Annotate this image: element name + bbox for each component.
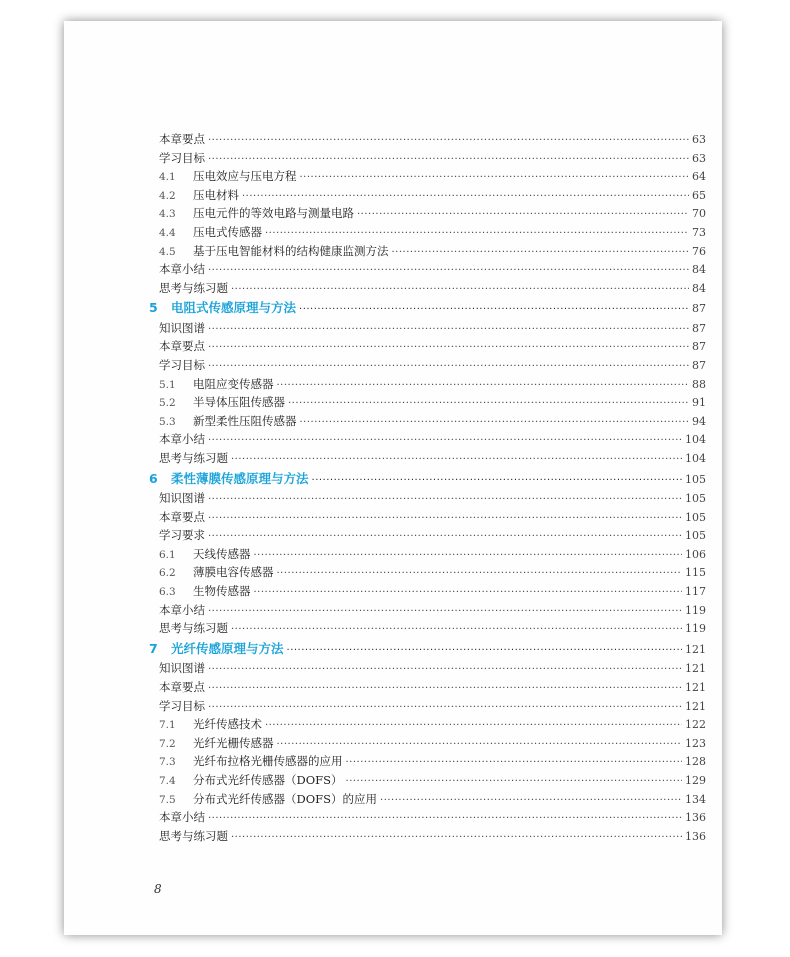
toc-page-number: 64 <box>692 170 706 184</box>
toc-page-number: 73 <box>692 225 706 239</box>
toc-page-number: 87 <box>692 321 706 335</box>
toc-leader-dots <box>357 206 689 225</box>
toc-chapter-row <box>149 638 706 660</box>
toc-entry-title: 分布式光纤传感器（DOFS）的应用 <box>193 791 378 806</box>
toc-entry-row <box>159 186 706 205</box>
toc-entry-row <box>159 412 706 431</box>
toc-page-number: 121 <box>685 699 706 713</box>
toc-entry-title: 本章小结 <box>159 432 205 447</box>
toc-leader-dots <box>312 470 682 492</box>
toc-entry-title: 半导体压阻传感器 <box>193 395 285 410</box>
toc-entry-title: 本章小结 <box>159 810 205 825</box>
toc-entry-title: 知识图谱 <box>159 320 205 335</box>
toc-entry-row <box>159 563 706 582</box>
toc-entry-row <box>159 337 706 356</box>
toc-entry-title: 本章要点 <box>159 339 205 354</box>
toc-entry-title: 思考与练习题 <box>159 451 228 465</box>
toc-entry-title: 思考与练习题 <box>159 828 228 843</box>
toc-leader-dots <box>208 132 689 151</box>
toc-page-number: 63 <box>692 133 706 146</box>
toc-entry-title: 知识图谱 <box>159 491 205 506</box>
toc-page-number: 134 <box>685 792 706 806</box>
toc-entry-row <box>159 130 706 149</box>
toc-leader-dots <box>208 339 689 358</box>
toc-entry-title: 分布式光纤传感器（DOFS） <box>193 772 343 787</box>
toc-page-number: 121 <box>685 680 706 694</box>
toc-entry-title: 生物传感器 <box>193 584 251 599</box>
toc-entry-title: 学习要求 <box>159 528 205 543</box>
toc-entry-row <box>159 827 706 846</box>
toc-entry-row <box>159 659 706 678</box>
toc-leader-dots <box>300 414 690 433</box>
toc-entry-number: 5 <box>149 300 158 316</box>
toc-entry-number: 5.3 <box>159 415 176 428</box>
toc-page-number: 70 <box>692 207 706 221</box>
toc-entry-title: 光纤光栅传感器 <box>193 735 274 750</box>
toc-leader-dots <box>380 792 682 811</box>
page-folio: 8 <box>154 882 162 896</box>
toc-entry-row <box>159 356 706 375</box>
toc-entry-title: 本章要点 <box>159 509 205 524</box>
toc-entry-row <box>159 242 706 261</box>
toc-page-number: 123 <box>685 736 706 750</box>
toc-leader-dots <box>208 432 682 451</box>
toc-entry-row <box>159 430 706 449</box>
book-page <box>64 21 722 935</box>
toc-entry-row <box>159 319 706 338</box>
toc-entry-number: 7.1 <box>159 719 176 732</box>
table-of-contents <box>149 130 706 845</box>
toc-entry-title: 本章要点 <box>159 132 205 146</box>
toc-entry-title: 压电元件的等效电路与测量电路 <box>193 206 354 221</box>
toc-entry-title: 压电材料 <box>193 187 239 202</box>
toc-entry-row <box>159 545 706 564</box>
toc-page-number: 128 <box>685 755 706 769</box>
toc-page-number: 119 <box>685 622 706 636</box>
toc-entry-row <box>159 582 706 601</box>
toc-entry-number: 4.2 <box>159 189 176 202</box>
toc-entry-number: 6.3 <box>159 586 176 599</box>
toc-entry-row <box>159 375 706 394</box>
toc-leader-dots <box>231 621 682 640</box>
toc-leader-dots <box>287 640 682 662</box>
toc-page-number: 65 <box>692 188 706 202</box>
toc-leader-dots <box>208 661 682 680</box>
toc-entry-title: 光纤传感技术 <box>193 717 262 732</box>
toc-leader-dots <box>288 395 689 414</box>
toc-entry-title: 本章小结 <box>159 262 205 277</box>
toc-entry-row <box>159 167 706 186</box>
toc-leader-dots <box>208 528 682 547</box>
toc-page-number: 94 <box>692 414 706 428</box>
toc-entry-title: 柔性薄膜传感原理与方法 <box>171 470 309 486</box>
toc-entry-title: 光纤传感原理与方法 <box>171 640 284 656</box>
toc-page-number: 91 <box>692 396 706 410</box>
toc-entry-number: 7.5 <box>159 793 176 806</box>
toc-entry-row <box>159 508 706 527</box>
toc-page-number: 136 <box>685 829 706 843</box>
toc-entry-row <box>159 715 706 734</box>
toc-entry-row <box>159 790 706 809</box>
toc-entry-number: 5.2 <box>159 397 176 410</box>
toc-entry-row <box>159 449 706 468</box>
toc-leader-dots <box>277 377 690 396</box>
toc-entry-row <box>159 393 706 412</box>
toc-entry-row <box>159 260 706 279</box>
toc-page-number: 121 <box>685 642 706 656</box>
toc-entry-number: 4.1 <box>159 171 176 184</box>
toc-page-number: 117 <box>685 585 706 599</box>
toc-page-number: 105 <box>685 529 706 543</box>
toc-page-number: 115 <box>685 566 706 580</box>
toc-entry-row <box>159 678 706 697</box>
toc-page-number: 105 <box>685 492 706 506</box>
toc-leader-dots <box>208 358 689 377</box>
toc-leader-dots <box>299 299 689 321</box>
toc-entry-row <box>159 752 706 771</box>
toc-entry-row <box>159 601 706 620</box>
toc-entry-number: 7 <box>149 640 158 656</box>
toc-entry-row <box>159 734 706 753</box>
toc-entry-number: 7.4 <box>159 774 176 787</box>
toc-chapter-row <box>149 468 706 490</box>
toc-page-number: 87 <box>692 302 706 316</box>
toc-leader-dots <box>265 717 682 736</box>
toc-leader-dots <box>208 699 682 718</box>
toc-entry-title: 压电效应与压电方程 <box>193 169 297 184</box>
toc-entry-number: 4.3 <box>159 208 176 221</box>
toc-page-number: 63 <box>692 151 706 165</box>
toc-page-number: 121 <box>685 662 706 676</box>
toc-entry-title: 思考与练习题 <box>159 621 228 636</box>
toc-entry-title: 天线传感器 <box>193 546 251 561</box>
toc-entry-title: 薄膜电容传感器 <box>193 565 274 580</box>
toc-leader-dots <box>231 281 689 300</box>
toc-entry-number: 7.2 <box>159 737 176 750</box>
toc-entry-number: 7.3 <box>159 756 176 769</box>
toc-page-number: 122 <box>685 718 706 732</box>
toc-entry-number: 5.1 <box>159 378 176 391</box>
toc-entry-title: 压电式传感器 <box>193 224 262 239</box>
toc-entry-title: 本章要点 <box>159 679 205 694</box>
toc-entry-row <box>159 279 706 298</box>
toc-entry-row <box>159 489 706 508</box>
toc-entry-number: 6.2 <box>159 567 176 580</box>
toc-leader-dots <box>208 510 682 529</box>
toc-leader-dots <box>231 829 682 848</box>
toc-entry-row <box>159 149 706 168</box>
toc-page-number: 84 <box>692 281 706 295</box>
toc-leader-dots <box>392 244 690 263</box>
toc-chapter-row <box>149 297 706 319</box>
toc-page-number: 119 <box>685 603 706 617</box>
toc-entry-title: 知识图谱 <box>159 661 205 676</box>
toc-entry-title: 光纤布拉格光栅传感器的应用 <box>193 754 343 769</box>
toc-entry-row <box>159 808 706 827</box>
toc-entry-number: 6 <box>149 470 158 486</box>
toc-page-number: 87 <box>692 340 706 354</box>
toc-leader-dots <box>208 491 682 510</box>
toc-entry-title: 学习目标 <box>159 358 205 373</box>
toc-entry-title: 新型柔性压阻传感器 <box>193 413 297 428</box>
toc-page-number: 104 <box>685 452 706 465</box>
toc-entry-row <box>159 204 706 223</box>
toc-page-number: 87 <box>692 359 706 373</box>
toc-page-number: 84 <box>692 263 706 277</box>
toc-leader-dots <box>208 262 689 281</box>
toc-page-number: 104 <box>685 433 706 447</box>
toc-leader-dots <box>346 773 682 792</box>
toc-leader-dots <box>208 810 682 829</box>
toc-entry-title: 电阻应变传感器 <box>193 376 274 391</box>
toc-entry-title: 电阻式传感原理与方法 <box>171 300 297 316</box>
toc-leader-dots <box>346 754 683 773</box>
toc-page-number: 105 <box>685 472 706 486</box>
toc-entry-title: 基于压电智能材料的结构健康监测方法 <box>193 243 389 258</box>
toc-leader-dots <box>208 680 682 699</box>
toc-page-number: 106 <box>685 547 706 561</box>
toc-page-number: 129 <box>685 773 706 787</box>
toc-entry-title: 思考与练习题 <box>159 280 228 295</box>
toc-entry-row <box>159 223 706 242</box>
toc-entry-row <box>159 771 706 790</box>
toc-page-number: 88 <box>692 377 706 391</box>
toc-entry-title: 本章小结 <box>159 602 205 617</box>
toc-page-number: 76 <box>692 244 706 258</box>
toc-entry-number: 6.1 <box>159 548 176 561</box>
toc-leader-dots <box>277 565 683 584</box>
toc-entry-title: 学习目标 <box>159 698 205 713</box>
toc-leader-dots <box>254 547 683 566</box>
toc-entry-title: 学习目标 <box>159 150 205 165</box>
toc-leader-dots <box>254 584 683 603</box>
toc-entry-number: 4.5 <box>159 245 176 258</box>
toc-entry-row <box>159 697 706 716</box>
toc-entry-row <box>159 619 706 638</box>
toc-page-number: 105 <box>685 510 706 524</box>
toc-leader-dots <box>300 169 690 188</box>
toc-entry-row <box>159 526 706 545</box>
toc-leader-dots <box>208 603 682 622</box>
toc-entry-number: 4.4 <box>159 226 176 239</box>
toc-leader-dots <box>208 321 689 340</box>
toc-page-number: 136 <box>685 811 706 825</box>
